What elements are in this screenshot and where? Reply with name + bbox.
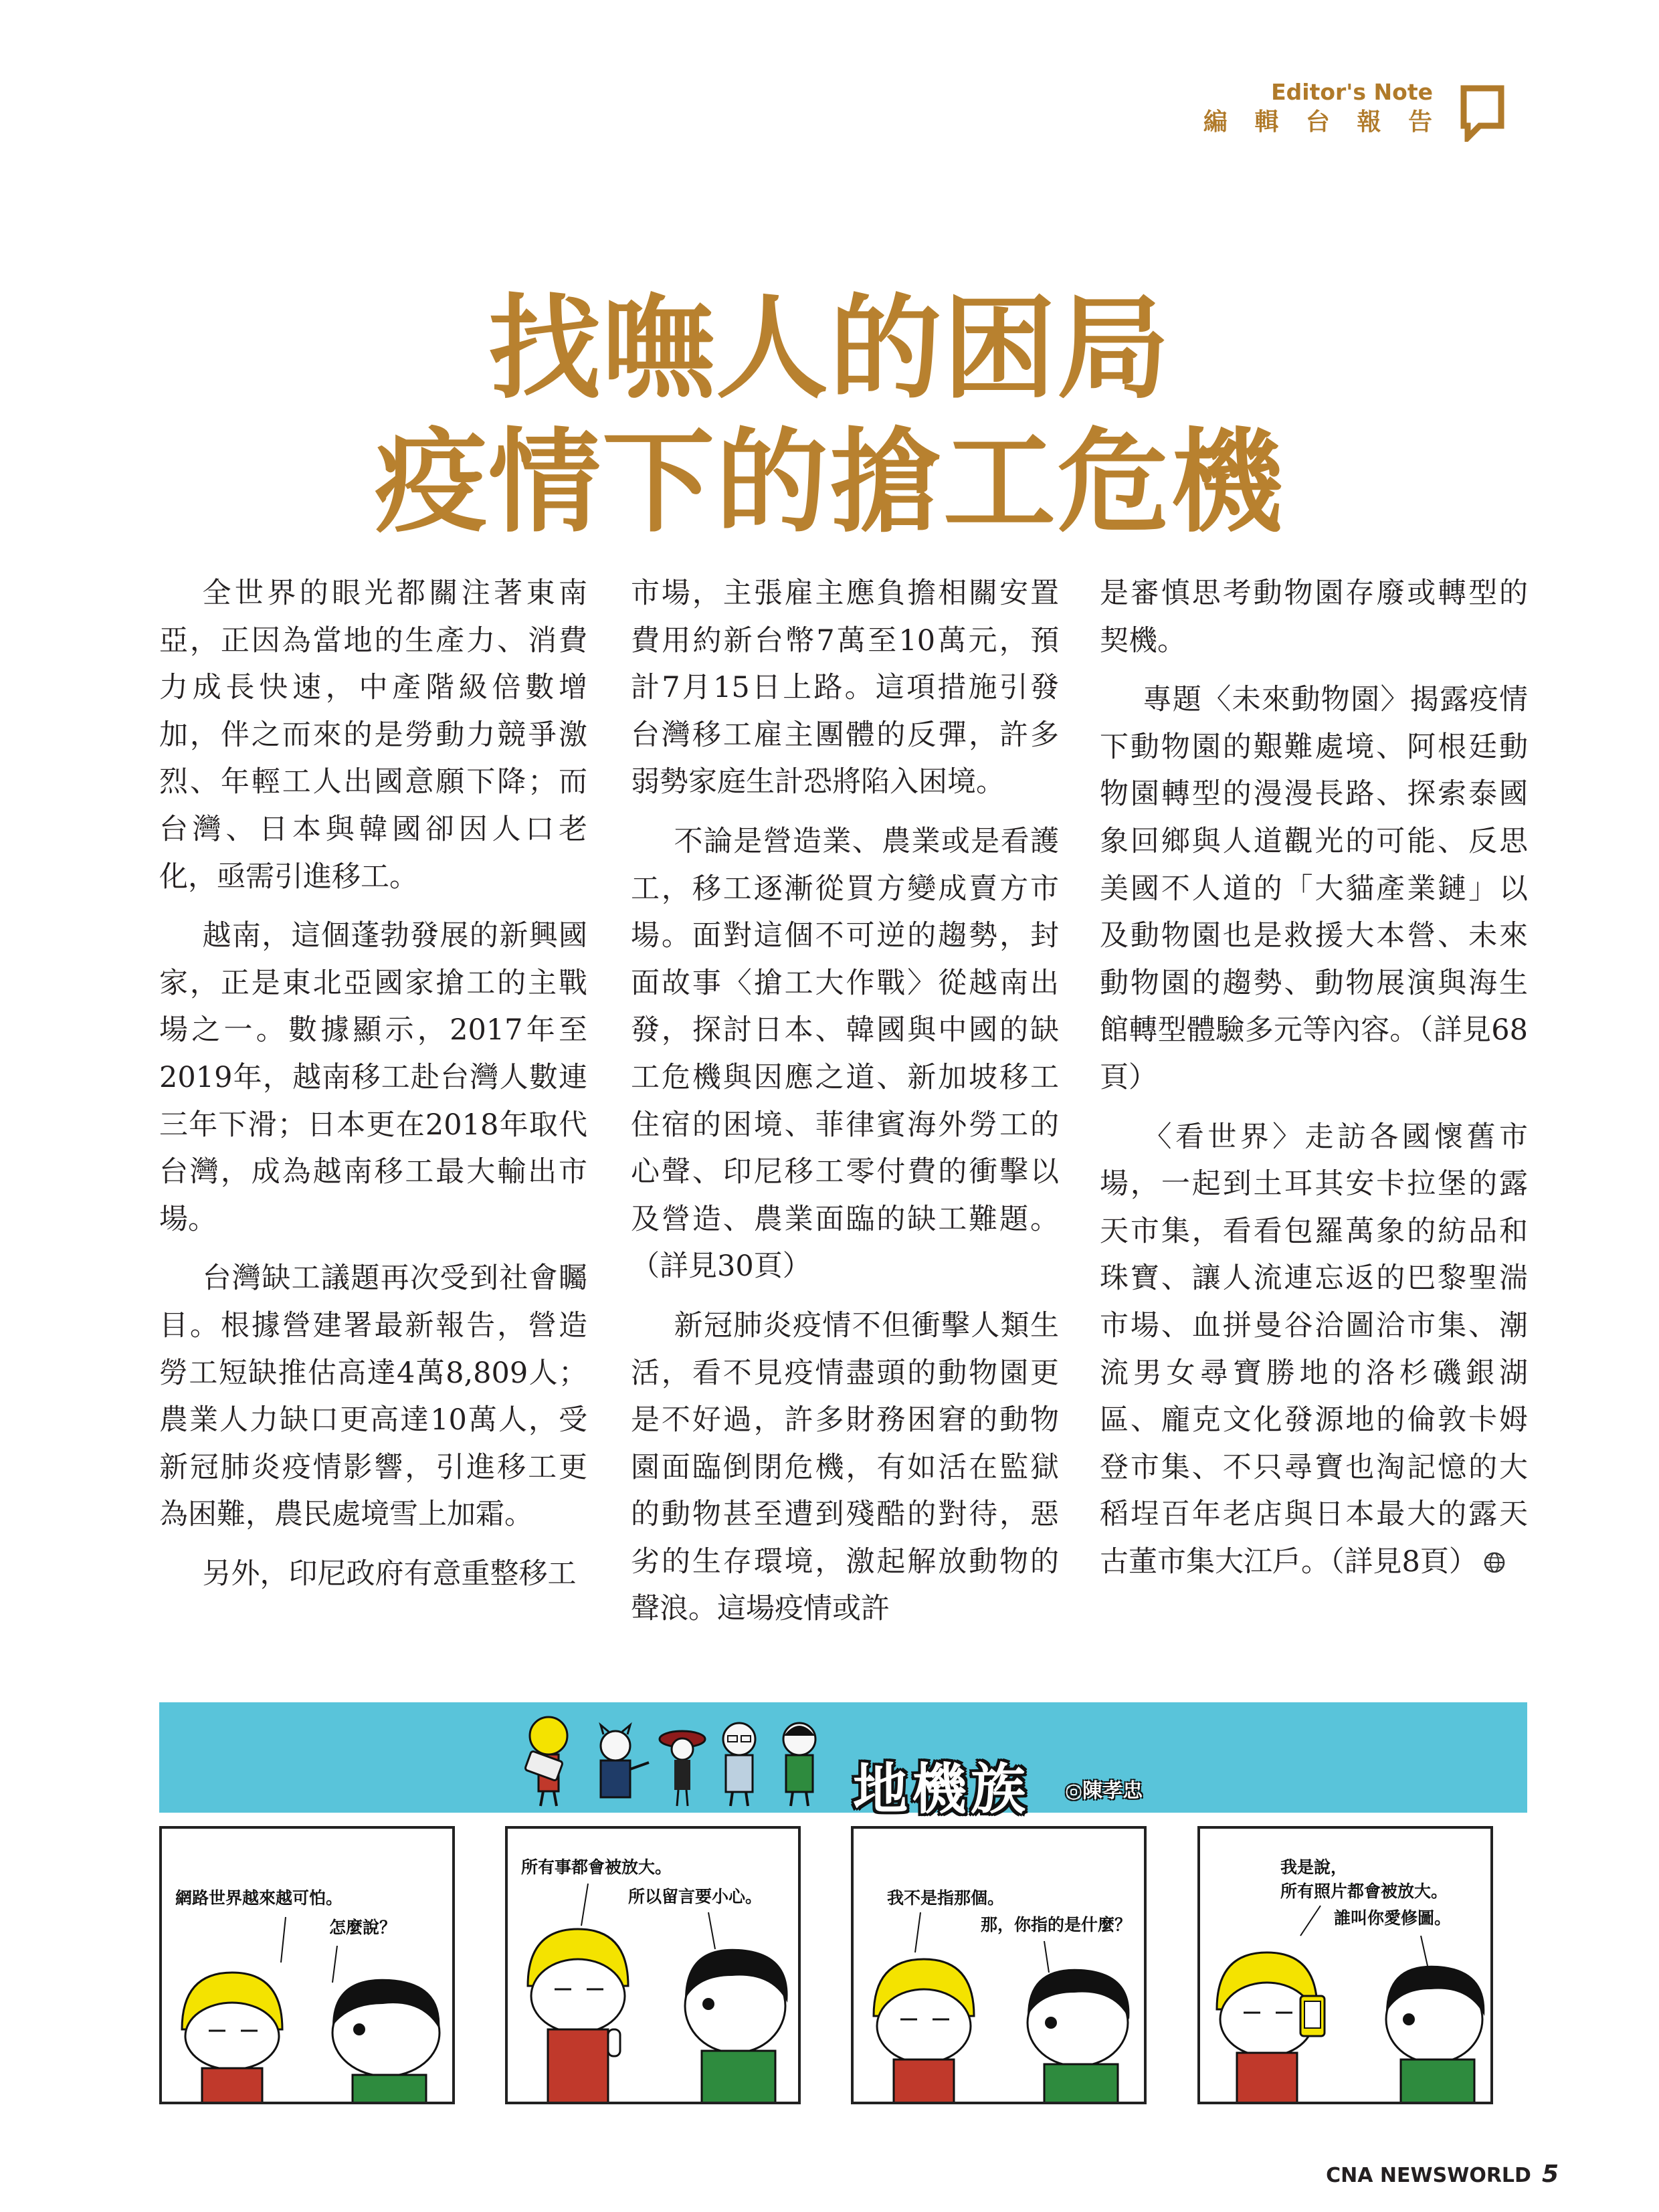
comic-panel-2 [505, 1826, 801, 2104]
speech-text-right: 所以留言要小心。 [628, 1887, 763, 1906]
page-title [0, 281, 1659, 548]
comic-panel-1 [159, 1826, 455, 2104]
speech-text-left: 所有事都會被放大。 [521, 1857, 672, 1877]
speech-text-right: 那，你指的是什麼？ [981, 1915, 1132, 1934]
speech-text-right: 誰叫你愛修圖。 [1334, 1908, 1452, 1928]
section-label-en: Editor's Note [1271, 79, 1433, 105]
paragraph: 新冠肺炎疫情不但衝擊人類生活，看不見疫情盡頭的動物園更是不好過，許多財務困窘的動物園面臨倒閉危機，有如活在監獄的動物甚至遭到殘酷的對待，惡劣的生存環境，激起解放動物的聲浪。這場疫情或許 [631, 1308, 1059, 1626]
title-line-2: 疫情下的搶工危機 [375, 415, 1284, 548]
article-column-2 [631, 570, 1059, 1645]
paragraph: 另外，印尼政府有意重整移工 [202, 1556, 577, 1591]
comic-drawing [854, 1829, 1144, 2102]
paragraph: 專題〈未來動物園〉揭露疫情下動物園的艱難處境、阿根廷動物園轉型的漫漫長路、探索泰國象回鄉與人道觀光的可能、反思美國不人道的「大貓產業鏈」以及動物園也是救援大本營、未來動物園的趨勢、動物展演與海生館轉型體驗多元等內容。（詳見68頁） [1100, 683, 1528, 1094]
section-label-zh: 編 輯 台 報 告 [1203, 108, 1442, 136]
speech-text-left-2: 所有照片都會被放大。 [1280, 1882, 1448, 1901]
page-number: 5 [1541, 2160, 1559, 2188]
paragraph: 全世界的眼光都關注著東南亞，正因為當地的生產力、消費力成長快速，中產階級倍數增加，伴之而來的是勞動力競爭激烈、年輕工人出國意願下降；而台灣、日本與韓國卻因人口老化，亟需引進移工。 [159, 577, 587, 894]
comic-drawing [1200, 1829, 1490, 2102]
speech-text-right: 怎麼說？ [329, 1918, 397, 1937]
comic-title: 地機族 [853, 1758, 1030, 1821]
article-column-3 [1100, 570, 1528, 1597]
paragraph: 市場，主張雇主應負擔相關安置費用約新台幣7萬至10萬元，預計7月15日上路。這項措施引發台灣移工雇主團體的反彈，許多弱勢家庭生計恐將陷入困境。 [631, 577, 1059, 799]
magazine-name: CNA NEWSWORLD [1326, 2164, 1531, 2187]
comic-author: ◎陳孝忠 [1065, 1779, 1143, 1803]
speech-text-left: 網路世界越來越可怕。 [175, 1888, 343, 1908]
comic-banner [159, 1702, 1527, 1813]
paragraph: 越南，這個蓬勃發展的新興國家，正是東北亞國家搶工的主戰場之一。數據顯示，2017年至2019年，越南移工赴台灣人數連三年下滑；日本更在2018年取代台灣，成為越南移工最大輸出市場。 [159, 919, 587, 1236]
article-column-1 [159, 570, 587, 1609]
speech-text-left: 我是說， [1280, 1857, 1348, 1877]
comic-drawing [162, 1829, 452, 2102]
title-line-1: 找嘸人的困局 [488, 282, 1171, 414]
comic-characters-illustration [522, 1709, 836, 1809]
paragraph: 台灣缺工議題再次受到社會矚目。根據營建署最新報告，營造勞工短缺推估高達4萬8,809人；農業人力缺口更高達10萬人，受新冠肺炎疫情影響，引進移工更為困難，農民處境雪上加霜。 [159, 1262, 587, 1532]
globe-icon [1483, 1551, 1506, 1574]
page-footer [1326, 2160, 1559, 2188]
paragraph: 是審慎思考動物園存廢或轉型的契機。 [1100, 577, 1528, 658]
comic-panel-4 [1197, 1826, 1493, 2104]
paragraph: 不論是營造業、農業或是看護工，移工逐漸從買方變成賣方市場。面對這個不可逆的趨勢，封面故事〈搶工大作戰〉從越南出發，探討日本、韓國與中國的缺工危機與因應之道、新加坡移工住宿的困境、菲律賓海外勞工的心聲、印尼移工零付費的衝擊以及營造、農業面臨的缺工難題。（詳見30頁） [631, 824, 1059, 1284]
section-header [1203, 79, 1505, 139]
comic-panel-3 [851, 1826, 1147, 2104]
comic-drawing [508, 1829, 798, 2102]
paragraph: 〈看世界〉走訪各國懷舊市場，一起到土耳其安卡拉堡的露天市集，看看包羅萬象的紡品和珠寶、讓人流連忘返的巴黎聖湍市場、血拼曼谷洽圖洽市集、潮流男女尋寶勝地的洛杉磯銀湖區、龐克文化發源地的倫敦卡姆登市集、不只尋寶也淘記憶的大稻埕百年老店與日本最大的露天古董市集大江戶。（詳見8頁） [1100, 1120, 1528, 1579]
speech-bubble-icon [1460, 84, 1505, 142]
speech-text-left: 我不是指那個。 [887, 1888, 1005, 1908]
